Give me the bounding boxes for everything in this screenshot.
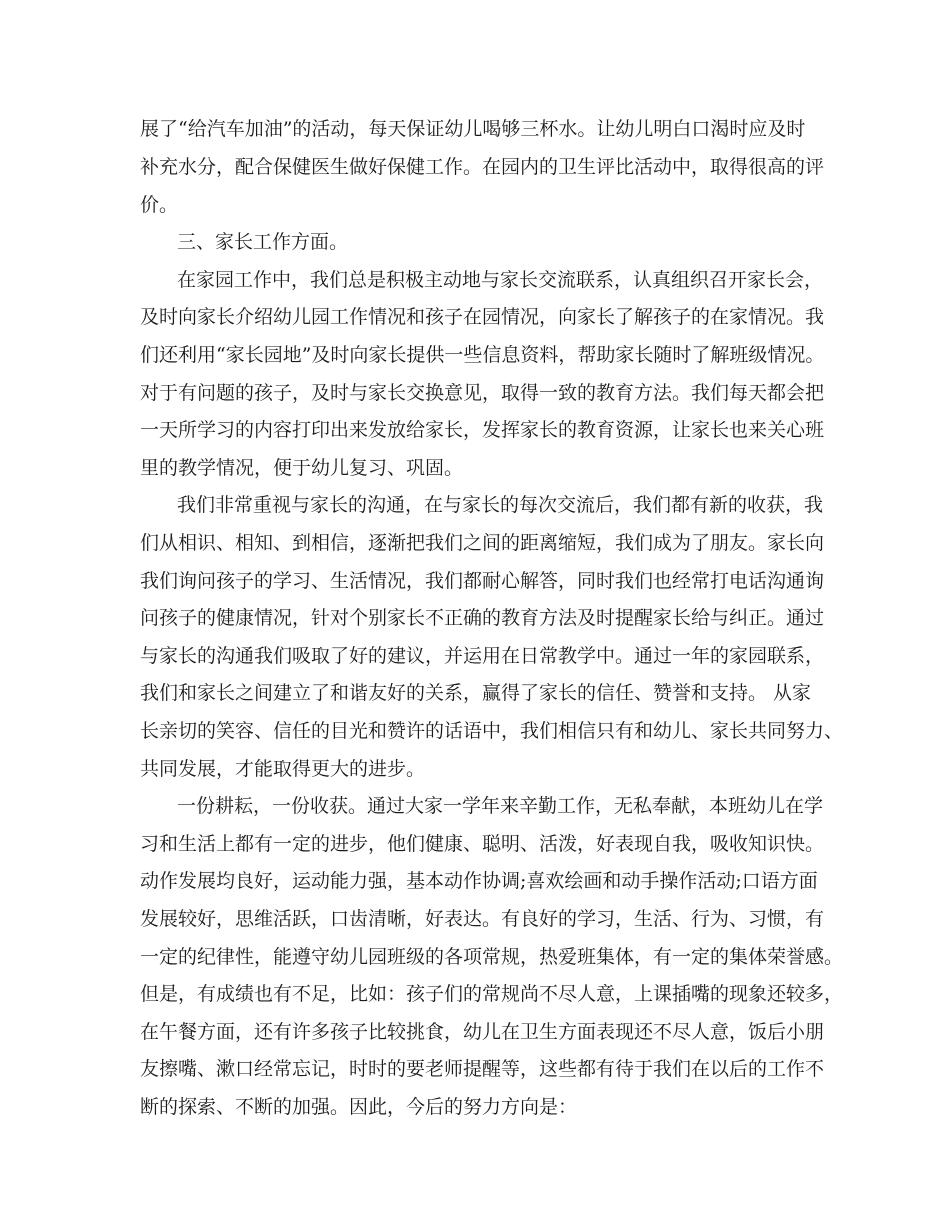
text-line: 共同发展，才能取得更大的进步。 xyxy=(140,758,426,780)
text-line: 一定的纪律性，能遵守幼儿园班级的各项常规，热爱班集体，有一定的集体荣誉感。 xyxy=(140,946,844,968)
section-heading: 三、家长工作方面。 xyxy=(177,231,349,253)
text-line: 及时向家长介绍幼儿园工作情况和孩子在园情况，向家长了解孩子的在家情况。我 xyxy=(140,306,825,328)
text-line: 展了“给汽车加油”的活动，每天保证幼儿喝够三杯水。让幼儿明白口渴时应及时 xyxy=(140,118,806,140)
text-line: 长亲切的笑容、信任的目光和赞许的话语中，我们相信只有和幼儿、家长共同努力、 xyxy=(140,720,844,742)
text-line: 一份耕耘，一份收获。通过大家一学年来辛勤工作，无私奉献，本班幼儿在学 xyxy=(177,795,824,817)
text-line: 在家园工作中，我们总是积极主动地与家长交流联系，认真组织召开家长会， xyxy=(177,269,824,291)
text-line: 价。 xyxy=(140,194,179,216)
text-line: 问孩子的健康情况，针对个别家长不正确的教育方法及时提醒家长给与纠正。通过 xyxy=(140,607,825,629)
text-line: 们从相识、相知、到相信，逐渐把我们之间的距离缩短，我们成为了朋友。家长向 xyxy=(140,532,825,554)
text-line: 里的教学情况，便于幼儿复习、巩固。 xyxy=(140,457,464,479)
text-line: 发展较好，思维活跃，口齿清晰，好表达。有良好的学习，生活、行为、习惯，有 xyxy=(140,908,825,930)
text-line: 我们非常重视与家长的沟通，在与家长的每次交流后，我们都有新的收获，我 xyxy=(177,494,824,516)
text-line: 动作发展均良好，运动能力强，基本动作协调;喜欢绘画和动手操作活动;口语方面 xyxy=(140,870,818,892)
text-line: 在午餐方面，还有许多孩子比较挑食，幼儿在卫生方面表现还不尽人意，饭后小朋 xyxy=(140,1021,825,1043)
text-line: 一天所学习的内容打印出来发放给家长，发挥家长的教育资源，让家长也来关心班 xyxy=(140,419,825,441)
text-line: 但是，有成绩也有不足，比如：孩子们的常规尚不尽人意，上课插嘴的现象还较多， xyxy=(140,983,844,1005)
text-line: 们还利用“家长园地”及时向家长提供一些信息资料，帮助家长随时了解班级情况。 xyxy=(140,344,825,366)
text-line: 习和生活上都有一定的进步，他们健康、聪明、活泼，好表现自我，吸收知识快。 xyxy=(140,833,825,855)
text-line: 我们和家长之间建立了和谐友好的关系，赢得了家长的信任、赞誉和支持。 从家 xyxy=(140,682,812,704)
text-line: 与家长的沟通我们吸取了好的建议，并运用在日常教学中。通过一年的家园联系， xyxy=(140,645,825,667)
text-line: 友擦嘴、漱口经常忘记，时时的要老师提醒等，这些都有待于我们在以后的工作不 xyxy=(140,1058,825,1080)
text-line: 补充水分，配合保健医生做好保健工作。在园内的卫生评比活动中，取得很高的评 xyxy=(140,156,825,178)
text-line: 我们询问孩子的学习、生活情况，我们都耐心解答，同时我们也经常打电话沟通询 xyxy=(140,570,825,592)
text-line: 断的探索、不断的加强。因此，今后的努力方向是： xyxy=(140,1096,578,1118)
text-line: 对于有问题的孩子，及时与家长交换意见，取得一致的教育方法。我们每天都会把 xyxy=(140,382,825,404)
